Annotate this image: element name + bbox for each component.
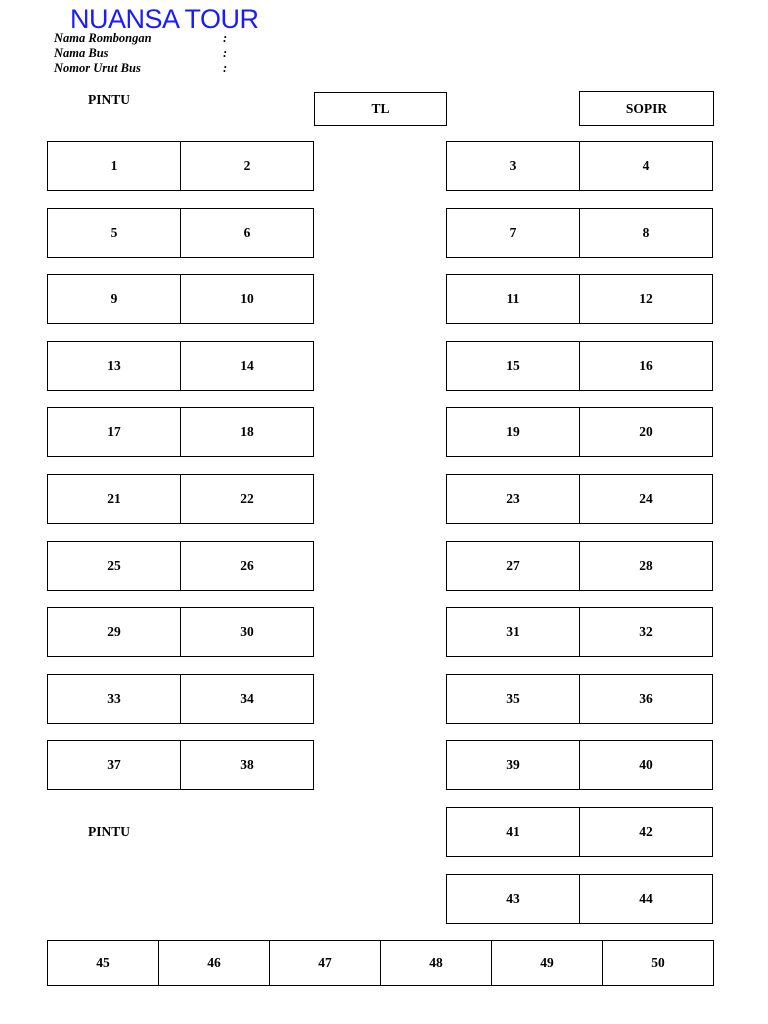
right-seat-pair [446,541,713,591]
seat: 38 [180,741,313,789]
front-door-label: PINTU [88,92,131,107]
seat: 42 [579,808,712,856]
seat: 32 [579,608,712,656]
seat: 26 [180,542,313,590]
left-seat-pair [47,341,314,391]
right-seat-pair [446,407,713,457]
seat: 43 [506,890,520,906]
seat: 30 [180,608,313,656]
seat: 1 [110,158,118,173]
seat: 13 [107,357,121,373]
right-seat-pair [446,807,713,857]
company-title: NUANSA TOUR [70,4,259,34]
left-seat-pair [47,740,314,790]
right-seat-pair [446,141,713,191]
left-seat-pair [47,141,314,191]
seat: 19 [506,424,520,440]
left-seat-pair [47,674,314,724]
seat: 11 [506,291,520,307]
seat: 35 [506,690,520,706]
left-seat-pair [47,274,314,324]
field-label-bus-name: Nama Bus [54,46,109,60]
field-colon-group-name: : [223,31,228,45]
seat: 41 [506,824,520,839]
seat: 39 [506,757,520,773]
right-seat-pair [446,674,713,724]
seat: 48 [380,941,491,985]
seat: 10 [180,275,313,323]
seat: 20 [579,408,712,456]
middle-door-label: PINTU [88,824,131,839]
seat: 24 [579,475,712,523]
left-seat-pair [47,208,314,258]
right-seat-pair [446,874,713,924]
seat: 5 [110,224,118,240]
seat: 47 [269,941,380,985]
seat: 28 [579,542,712,590]
seat: 14 [180,342,313,390]
seat: 7 [509,224,517,240]
right-seat-pair [446,740,713,790]
seat: 22 [180,475,313,523]
seat: 50 [602,941,713,985]
back-seat-row [47,940,714,986]
seat: 17 [107,424,121,440]
seat: 27 [506,557,520,573]
left-seat-pair [47,607,314,657]
left-seat-pair [47,541,314,591]
field-label-group-name: Nama Rombongan [54,31,152,45]
right-seat-pair [446,208,713,258]
seat: 45 [96,955,110,970]
right-seat-pair [446,274,713,324]
field-colon-bus-name: : [223,46,228,60]
seat: 3 [509,158,517,173]
left-seat-pair [47,474,314,524]
seat: 12 [579,275,712,323]
field-label-bus-number: Nomor Urut Bus [54,61,141,75]
right-seat-pair [446,607,713,657]
seat: 16 [579,342,712,390]
seat: 4 [579,142,712,190]
seat: 46 [158,941,269,985]
seat: 21 [107,491,121,506]
field-colon-bus-number: : [223,61,228,75]
right-seat-pair [446,474,713,524]
seat: 15 [506,357,520,373]
left-seat-pair [47,407,314,457]
seat: 49 [491,941,602,985]
seat: 36 [579,675,712,723]
driver-seat: SOPIR [579,91,714,126]
seat: 9 [110,291,118,307]
seat: 31 [506,624,520,640]
seat: 25 [107,557,121,573]
seat: 18 [180,408,313,456]
tour-leader-seat: TL [314,92,447,126]
seat: 37 [107,757,121,773]
seat: 2 [180,142,313,190]
seat: 34 [180,675,313,723]
seat: 33 [107,690,121,706]
seat: 29 [107,624,121,640]
seat: 23 [506,491,520,506]
right-seat-pair [446,341,713,391]
seat: 40 [579,741,712,789]
seat: 6 [180,209,313,257]
seat: 44 [579,875,712,923]
seat: 8 [579,209,712,257]
